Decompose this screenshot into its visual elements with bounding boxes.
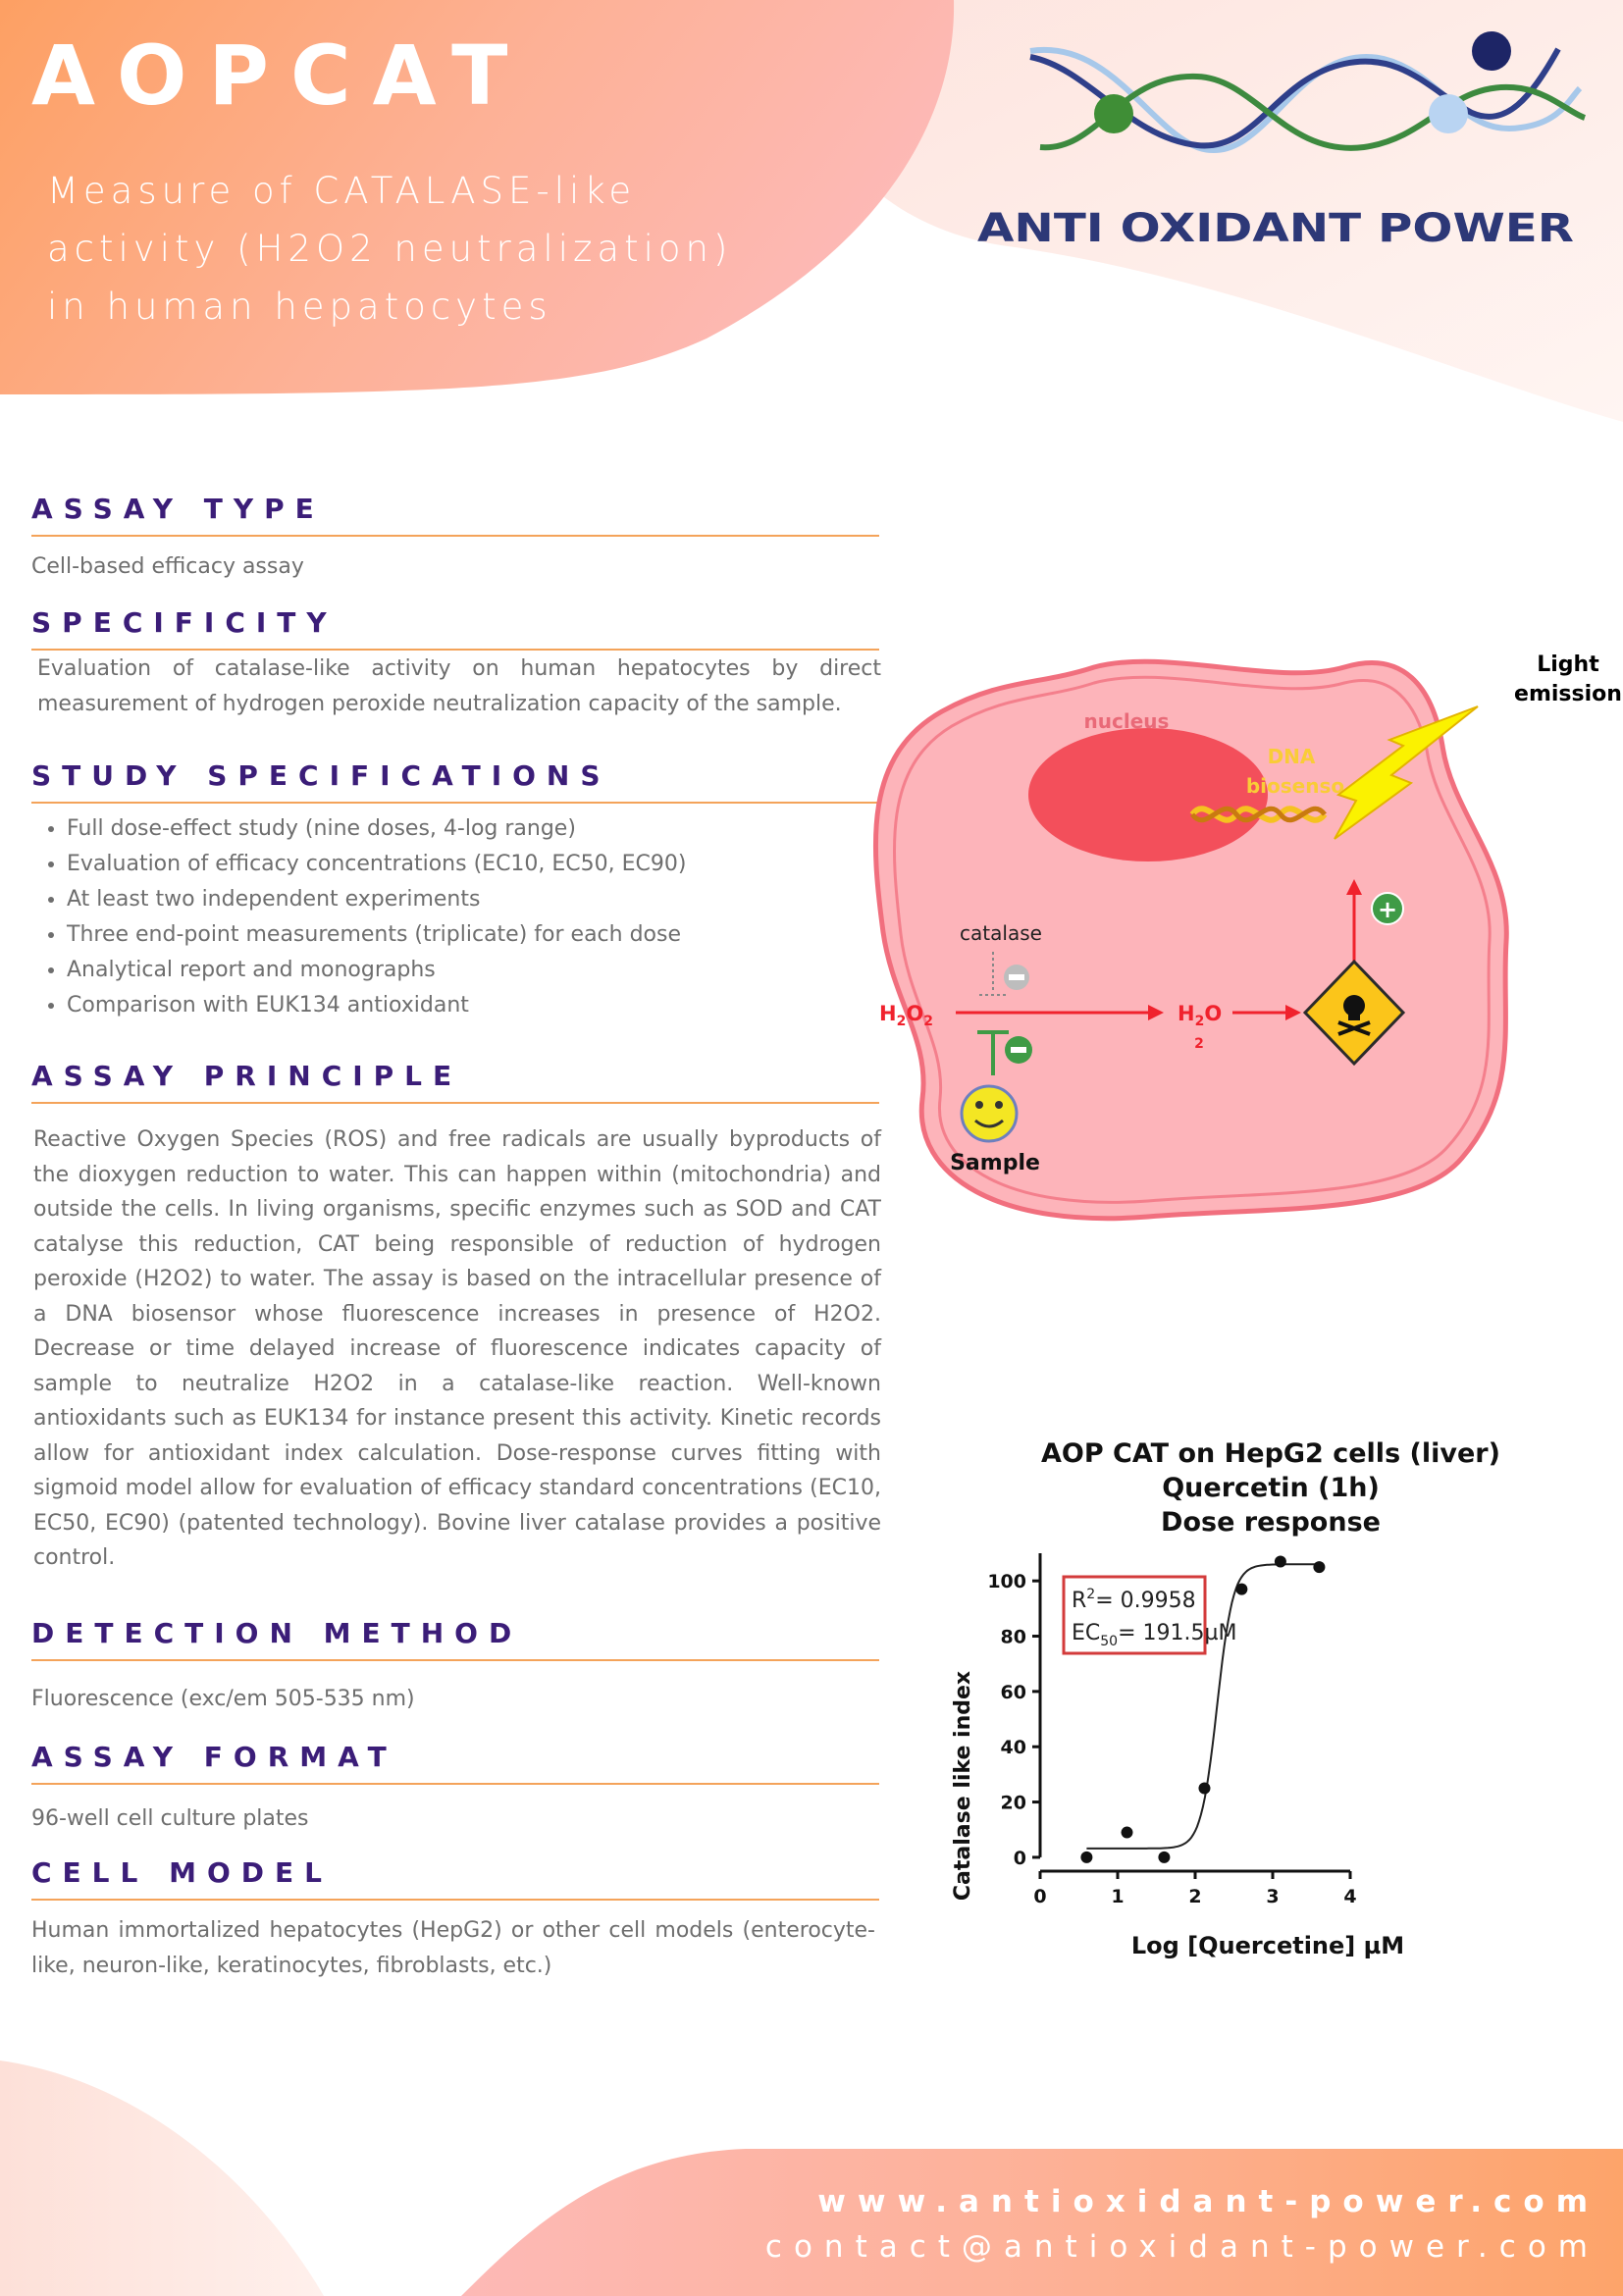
logo-sphere-dark — [1472, 31, 1511, 71]
catalase-label: catalase — [960, 921, 1042, 945]
assay-format-text: 96-well cell culture plates — [31, 1806, 309, 1831]
assay-principle-diagram — [854, 628, 1623, 1236]
list-item: • Evaluation of efficacy concentrations (EC10, EC50, EC90) — [67, 847, 915, 882]
study-specifications-list — [31, 811, 915, 1023]
y-tick-label: 80 — [1000, 1626, 1026, 1648]
list-item: • Comparison with EUK134 antioxidant — [67, 988, 915, 1023]
fit-annotation — [1064, 1577, 1236, 1653]
chart-title-line: Dose response — [1161, 1507, 1381, 1538]
section-heading-assay-format: ASSAY FORMAT — [31, 1741, 879, 1785]
list-item: • Three end-point measurements (triplicate) for each dose — [67, 917, 915, 953]
specificity-text: Evaluation of catalase-like activity on human hepatocytes by direct measurement of hydrogen peroxide neutralization capacity of the sample. — [37, 656, 881, 716]
company-logo — [971, 20, 1599, 255]
y-tick-label: 40 — [1000, 1737, 1026, 1759]
data-point — [1080, 1852, 1092, 1863]
page-subtitle — [47, 162, 793, 336]
dose-response-chart — [932, 1428, 1521, 1977]
data-point — [1158, 1852, 1170, 1863]
x-axis-label: Log [Quercetine] µM — [1130, 1932, 1405, 1959]
x-tick-label: 0 — [1033, 1886, 1047, 1907]
subtitle-line: Measure of CATALASE-like — [47, 170, 637, 212]
assay-type-text: Cell-based efficacy assay — [31, 554, 304, 579]
y-tick-label: 0 — [1013, 1847, 1026, 1869]
footer-website-link[interactable]: www.antioxidant-power.com — [817, 2184, 1599, 2219]
data-point — [1313, 1561, 1325, 1573]
emission-label: emission — [1514, 682, 1622, 706]
y-tick-label: 100 — [987, 1571, 1026, 1593]
section-heading-detection-method: DETECTION METHOD — [31, 1617, 879, 1661]
list-item: • At least two independent experiments — [67, 882, 915, 917]
section-heading-study-specifications: STUDY SPECIFICATIONS — [31, 759, 879, 804]
plus-sign: + — [1377, 896, 1398, 923]
list-item: • Full dose-effect study (nine doses, 4-log range) — [67, 811, 915, 847]
cell-model-text: Human immortalized hepatocytes (HepG2) or other cell models (enterocyte-like, neuron-like, keratinocytes, fibroblasts, etc.) — [31, 1918, 875, 1978]
footer-email-link[interactable]: contact@antioxidant-power.com — [764, 2229, 1599, 2265]
x-tick-label: 1 — [1111, 1886, 1125, 1907]
smiley-icon — [962, 1086, 1017, 1141]
list-item: • Analytical report and monographs — [67, 953, 915, 988]
logo-sphere-green — [1094, 94, 1133, 133]
x-tick-label: 4 — [1343, 1886, 1357, 1907]
subtitle-line: activity (H2O2 neutralization) — [47, 228, 733, 270]
chart-title-line: AOP CAT on HepG2 cells (liver) — [1041, 1438, 1500, 1469]
data-point — [1121, 1827, 1132, 1839]
section-heading-cell-model: CELL MODEL — [31, 1856, 879, 1901]
logo-sphere-light — [1429, 94, 1468, 133]
x-tick-label: 3 — [1266, 1886, 1280, 1907]
data-point — [1235, 1584, 1247, 1595]
r-squared-label: $R^2= 0.9958$ — [1072, 1587, 1196, 1613]
detection-method-text: Fluorescence (exc/em 505-535 nm) — [31, 1687, 415, 1711]
h2o2-intracellular-label: H2O — [1178, 1002, 1223, 1029]
h2o2-label: H2O2 — [879, 1002, 933, 1029]
sample-label: Sample — [950, 1151, 1040, 1175]
y-tick-label: 20 — [1000, 1792, 1026, 1814]
biosensor-label: biosenso — [1245, 774, 1345, 798]
section-heading-assay-principle: ASSAY PRINCIPLE — [31, 1060, 879, 1104]
logo-text: ANTI OXIDANT POWER — [977, 206, 1574, 251]
ec50-label: $EC_{50}= 191.5\mu M$ — [1072, 1621, 1237, 1649]
y-axis-label: Catalase like index — [951, 1670, 975, 1902]
assay-principle-text: Reactive Oxygen Species (ROS) and free radicals are usually byproducts of the dioxygen reduction to water. This can happen within (mitochondria) and outside the cells. In living organisms, specific enzymes such as SOD and CAT catalyse this reduction, CAT being responsible of reduction of hydrogen peroxide (H2O2) to water. The assay is based on the intracellular presence of a DNA biosensor whose fluorescence increases in presence of H2O2. Decrease or time delayed increase of fluorescence indicates capacity of sample to neutralize H2O2 in a catalase-like reaction. Well-known antioxidants such as EUK134 for instance present this activity. Kinetic records allow for antioxidant index calculation. Dose-response curves fitting with sigmoid model allow for evaluation of efficacy standard concentrations (EC10, EC50, EC90) (patented technology). Bovine liver catalase provides a positive control. — [33, 1127, 881, 1570]
data-point — [1198, 1782, 1210, 1794]
dna-label: DNA — [1267, 745, 1316, 768]
x-tick-label: 2 — [1188, 1886, 1202, 1907]
y-tick-label: 60 — [1000, 1681, 1026, 1703]
subtitle-line: in human hepatocytes — [47, 286, 552, 328]
nucleus — [1028, 728, 1268, 861]
page-title: AOPCAT — [31, 27, 530, 124]
light-label: Light — [1537, 652, 1599, 677]
data-point — [1275, 1555, 1286, 1567]
h2o2-subscript: 2 — [1194, 1036, 1204, 1052]
nucleus-label: nucleus — [1083, 709, 1170, 733]
chart-title-line: Quercetin (1h) — [1162, 1473, 1380, 1503]
section-heading-assay-type: ASSAY TYPE — [31, 493, 879, 537]
section-heading-specificity: SPECIFICITY — [31, 606, 879, 651]
